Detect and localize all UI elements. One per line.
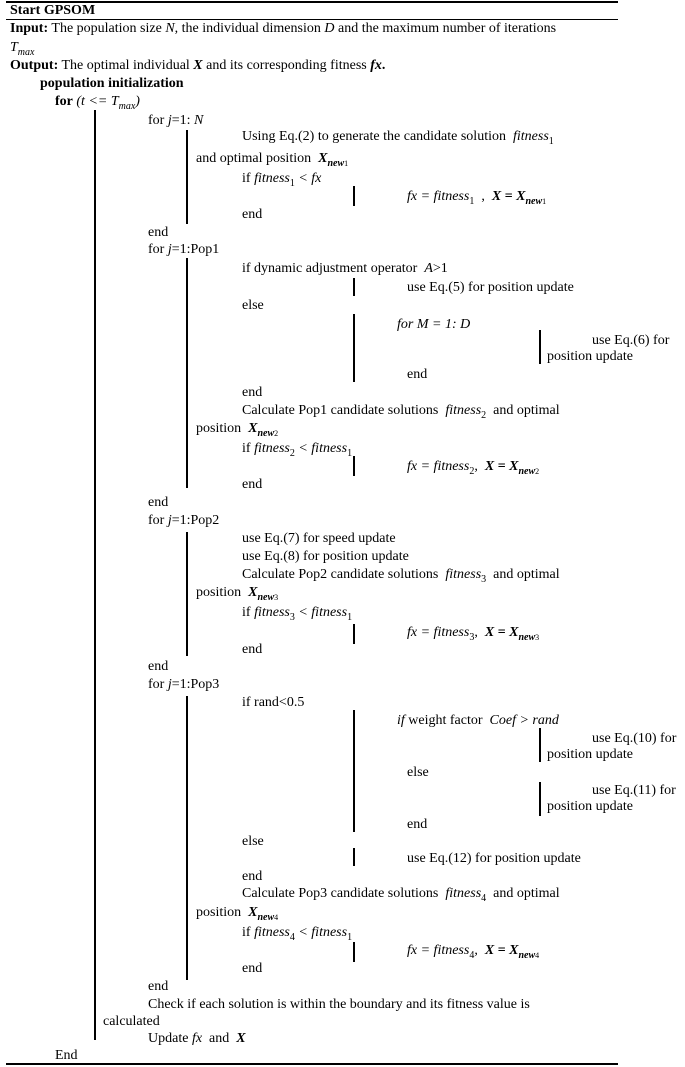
if-dyn-line: if dynamic adjustment operator A>1 <box>242 261 448 276</box>
for-pop2-line: for j=1:Pop2 <box>148 513 220 528</box>
input-text2: , the individual dimension <box>174 21 325 36</box>
else3-bar <box>539 782 541 816</box>
if-f1-line: if fitness$_1$ < fx <box>242 171 322 189</box>
main-loop: for $(t <= T_{max})$ <box>55 94 140 112</box>
output-text: The optimal individual <box>58 58 194 73</box>
pop-init: population initialization <box>40 76 184 91</box>
position-pop2-line: position $X_{new3}$ <box>196 585 279 603</box>
var-d: D <box>324 21 335 36</box>
else-weight: else <box>407 765 429 780</box>
calculated-line: calculated <box>103 1014 160 1029</box>
update-x: X <box>236 1031 246 1046</box>
calc-pop1-text: Calculate Pop1 candidate solutions <box>242 403 439 418</box>
update-line <box>148 1030 246 1048</box>
use-eq6-line: use Eq.(6) for <box>592 333 670 348</box>
calc-pop3-text: Calculate Pop3 candidate solutions <box>242 886 439 901</box>
end-label: End <box>55 1048 78 1063</box>
calc-pop3-line: Calculate Pop3 candidate solutions fitness$_4$ and optimal <box>242 886 560 904</box>
end-if4: end <box>242 961 263 976</box>
input-label: Input: <box>10 21 49 36</box>
update-fx: fx <box>191 1031 203 1046</box>
else1-bar <box>353 314 355 382</box>
eq12-bar <box>353 848 355 866</box>
if2-bar <box>353 456 355 476</box>
if-weight-line <box>397 712 559 730</box>
end-for1: end <box>148 225 169 240</box>
end-weight: end <box>407 817 428 832</box>
end-if3: end <box>242 642 263 657</box>
assign2-line: fx = fitness$_2$, $X = X_{new2}$ <box>407 459 540 477</box>
pos-update-6: position update <box>547 349 633 364</box>
var-n: N <box>165 21 175 36</box>
rand-bar <box>353 710 355 832</box>
end-if1: end <box>242 207 263 222</box>
update-text: Update <box>148 1031 189 1046</box>
pop2-bar <box>186 532 188 656</box>
sub-max: max <box>17 46 35 58</box>
loop-condition: (t <= T <box>72 94 119 109</box>
output-text2: and its corresponding fitness <box>202 58 371 73</box>
position-pop2: position <box>196 585 242 600</box>
for-n-line: for j=1: N <box>148 113 204 128</box>
using-eq2-line: Using Eq.(2) to generate the candidate solution fitness$_1$ <box>242 129 554 147</box>
assign1-line: fx = fitness$_1$ , $X = X_{new1}$ <box>407 189 547 207</box>
for-keyword: for <box>55 94 73 109</box>
calc-pop1-line: Calculate Pop1 candidate solutions fitness$_2$ and optimal <box>242 403 560 421</box>
pop1-bar <box>186 258 188 488</box>
using-eq2-text: Using Eq.(2) to generate the candidate solution <box>242 129 506 144</box>
use-eq5-line: use Eq.(5) for position update <box>407 280 574 295</box>
calc-pop2-text: Calculate Pop2 candidate solutions <box>242 567 439 582</box>
assign4-line: fx = fitness$_4$, $X = X_{new4}$ <box>407 943 540 961</box>
input-text: The population size <box>48 21 166 36</box>
if-rand-line: if rand<0.5 <box>242 695 305 710</box>
for1-bar <box>186 130 188 224</box>
and-optimal-text: and optimal position <box>196 151 312 166</box>
use-eq12-line: use Eq.(12) for position update <box>407 851 581 866</box>
if-f3-line: if fitness$_3$ < fitness$_1$ <box>242 605 353 623</box>
pos-update-10: position update <box>547 747 633 762</box>
if1-bar <box>353 186 355 206</box>
for-pop3-line: for j=1:Pop3 <box>148 677 220 692</box>
top-rule <box>6 1 618 3</box>
end-for-m: end <box>407 367 428 382</box>
input-line <box>10 20 556 38</box>
form-bar <box>539 330 541 364</box>
dyn-bar <box>353 278 355 296</box>
if4-bar <box>353 942 355 962</box>
if-f4-line: if fitness$_4$ < fitness$_1$ <box>242 925 353 943</box>
output-line: Output: The optimal individual X and its corresponding fitness fx. <box>10 58 386 73</box>
else1-line: else <box>242 298 264 313</box>
algorithm-title: Start GPSOM <box>10 3 96 18</box>
if-kw: if <box>397 713 405 728</box>
end-pop1: end <box>148 495 169 510</box>
use-eq7-line: use Eq.(7) for speed update <box>242 531 396 546</box>
end-if-dyn: end <box>242 385 263 400</box>
end-pop3: end <box>148 979 169 994</box>
check-line: Check if each solution is within the boundary and its fitness value is <box>148 997 530 1012</box>
main-loop-bar <box>94 110 96 1040</box>
var-x: X <box>193 58 203 73</box>
weight-factor: weight factor <box>408 713 483 728</box>
if3-bar <box>353 624 355 644</box>
assign3-line: fx = fitness$_3$, $X = X_{new3}$ <box>407 625 540 643</box>
position-pop1-line: position $X_{new2}$ <box>196 421 279 439</box>
use-eq8-line: use Eq.(8) for position update <box>242 549 409 564</box>
if-f2-line: if fitness$_2$ < fitness$_1$ <box>242 441 353 459</box>
calc-pop2-line: Calculate Pop2 candidate solutions fitness$_3$ and optimal <box>242 567 560 585</box>
var-t: T <box>10 40 18 55</box>
pop3-bar <box>186 696 188 980</box>
position-pop3-line: position $X_{new4}$ <box>196 905 279 923</box>
end-pop2: end <box>148 659 169 674</box>
for-pop1-line: for j=1:Pop1 <box>148 242 220 257</box>
else-rand: else <box>242 834 264 849</box>
var-fx: fx <box>370 58 382 73</box>
end-if2: end <box>242 477 263 492</box>
and-optimal-line: and optimal position $X_{new1}$ <box>196 151 349 169</box>
input-text3: and the maximum number of iterations <box>334 21 557 36</box>
coef-expr: Coef > rand <box>489 713 559 728</box>
pos-update-11: position update <box>547 799 633 814</box>
and-text: and <box>209 1031 230 1046</box>
coef-bar <box>539 728 541 762</box>
position-pop1: position <box>196 421 242 436</box>
end-rand: end <box>242 869 263 884</box>
position-pop3: position <box>196 905 242 920</box>
use-eq11-line: use Eq.(11) for <box>592 783 676 798</box>
fitness-var: fitness <box>512 129 549 144</box>
for-m-line: for M = 1: D <box>397 317 471 332</box>
output-label: Output: <box>10 58 59 73</box>
use-eq10-line: use Eq.(10) for <box>592 731 677 746</box>
loop-sub-max: max <box>118 100 136 112</box>
bottom-rule <box>6 1063 618 1065</box>
